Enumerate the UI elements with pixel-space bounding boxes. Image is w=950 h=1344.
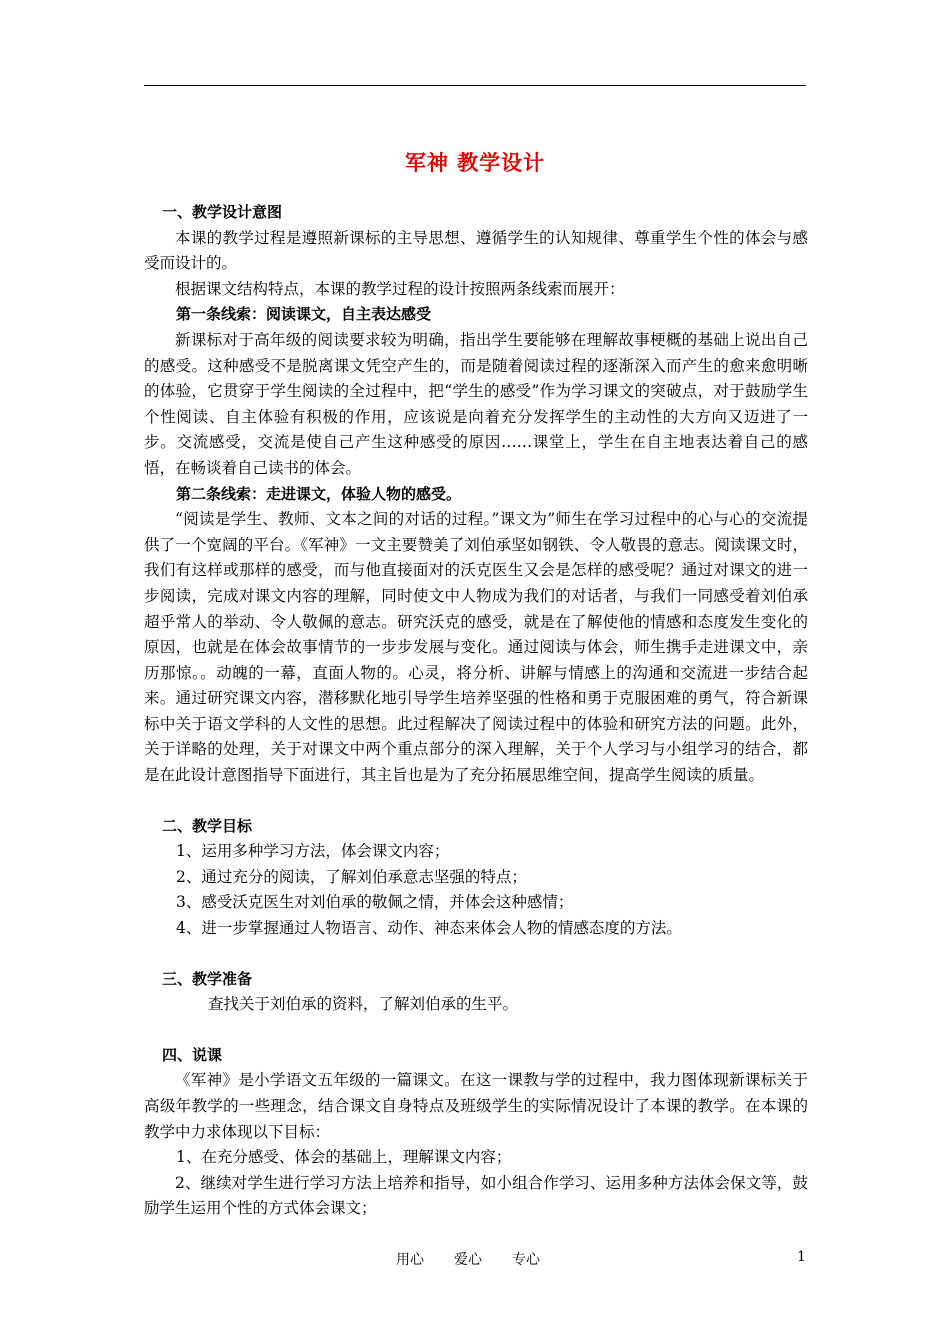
- footer-motto-word: 用心: [396, 1252, 424, 1268]
- list-item: 1、运用多种学习方法，体会课文内容；: [176, 842, 450, 861]
- paragraph: 根据课文结构特点，本课的教学过程的设计按照两条线索而展开：: [175, 279, 625, 298]
- paragraph: 本课的教学过程是遵照新课标的主导思想、遵循学生的认知规律、尊重学生个性的体会与感受而设计的。: [144, 228, 808, 273]
- clue-heading-1: 第一条线索：阅读课文，自主表达感受: [176, 305, 432, 324]
- clue-heading-2: 第二条线索：走进课文，体验人物的感受。: [176, 484, 462, 503]
- footer-motto-word: 专心: [512, 1252, 540, 1268]
- header-rule: [144, 85, 806, 86]
- list-item: 1、在充分感受、体会的基础上，理解课文内容；: [176, 1148, 512, 1167]
- page-number: 1: [797, 1249, 806, 1265]
- section-heading-objectives: 二、教学目标: [162, 816, 253, 835]
- section-heading-preparation: 三、教学准备: [162, 969, 253, 988]
- footer-motto-word: 爱心: [454, 1252, 482, 1268]
- paragraph: 《军神》是小学语文五年级的一篇课文。在这一课教与学的过程中，我力图体现新课标关于高级年教学的一些理念，结合课文自身特点及班级学生的实际情况设计了本课的教学。在本课的教学中力求体现以下目标：: [144, 1071, 808, 1141]
- section-heading-lecture: 四、说课: [162, 1045, 223, 1064]
- section-heading-design-intent: 一、教学设计意图: [162, 203, 283, 221]
- list-item: 4、进一步掌握通过人物语言、动作、神态来体会人物的情感态度的方法。: [176, 919, 682, 938]
- footer-motto: [396, 1249, 570, 1269]
- list-item: 2、通过充分的阅读，了解刘伯承意志坚强的特点；: [176, 867, 527, 886]
- paragraph: 新课标对于高年级的阅读要求较为明确，指出学生要能够在理解故事梗概的基础上说出自己的感受。这种感受不是脱离课文凭空产生的，而是随着阅读过程的逐渐深入而产生的愈来愈明晰的体验，它贯穿于学生阅读的全过程中，把“学生的感受”作为学习课文的突破点，对于鼓励学生个性阅读、自主体验有积极的作用，应该说是向着充分发挥学生的主动性的大方向又迈进了一步。交流感受，交流是使自己产生这种感受的原因……课堂上，学生在自主地表达着自己的感悟，在畅谈着自己读书的体会。: [144, 330, 808, 477]
- list-item: 2、继续对学生进行学习方法上培养和指导，如小组合作学习、运用多种方法体会保文等，鼓励学生运用个性的方式体会课文；: [144, 1173, 808, 1218]
- paragraph: 查找关于刘伯承的资料，了解刘伯承的生平。: [208, 995, 519, 1014]
- document-body: [144, 200, 808, 1222]
- page-title: 军神 教学设计: [404, 151, 546, 175]
- paragraph: “阅读是学生、教师、文本之间的对话的过程。”课文为”师生在学习过程中的心与心的交流提供了一个宽阔的平台。《军神》一文主要赞美了刘伯承坚如钢铁、令人敬畏的意志。阅读课文时，我们有这样或那样的感受，而与他直接面对的沃克医生又会是怎样的感受呢？通过对课文的进一步阅读，完成对课文内容的理解，同时使文中人物成为我们的对话者，与我们一同感受着刘伯承超乎常人的举动、令人敬佩的意志。研究沃克的感受，就是在了解使他的情感和态度发生变化的原因，也就是在体会故事情节的一步步发展与变化。通过阅读与体会，师生携手走进课文中，亲历那惊。。动魄的一幕，直面人物的。心灵，将分析、讲解与情感上的沟通和交流进一步结合起来。通过研究课文内容，潜移默化地引导学生培养坚强的性格和勇于克服困难的勇气，符合新课标中关于语文学科的人文性的思想。此过程解决了阅读过程中的体验和研究方法的问题。此外，关于详略的处理，关于对课文中两个重点部分的深入理解，关于个人学习与小组学习的结合，都是在此设计意图指导下面进行，其主旨也是为了充分拓展思维空间，提高学生阅读的质量。: [144, 510, 808, 785]
- list-item: 3、感受沃克医生对刘伯承的敬佩之情，并体会这种感情；: [176, 893, 574, 912]
